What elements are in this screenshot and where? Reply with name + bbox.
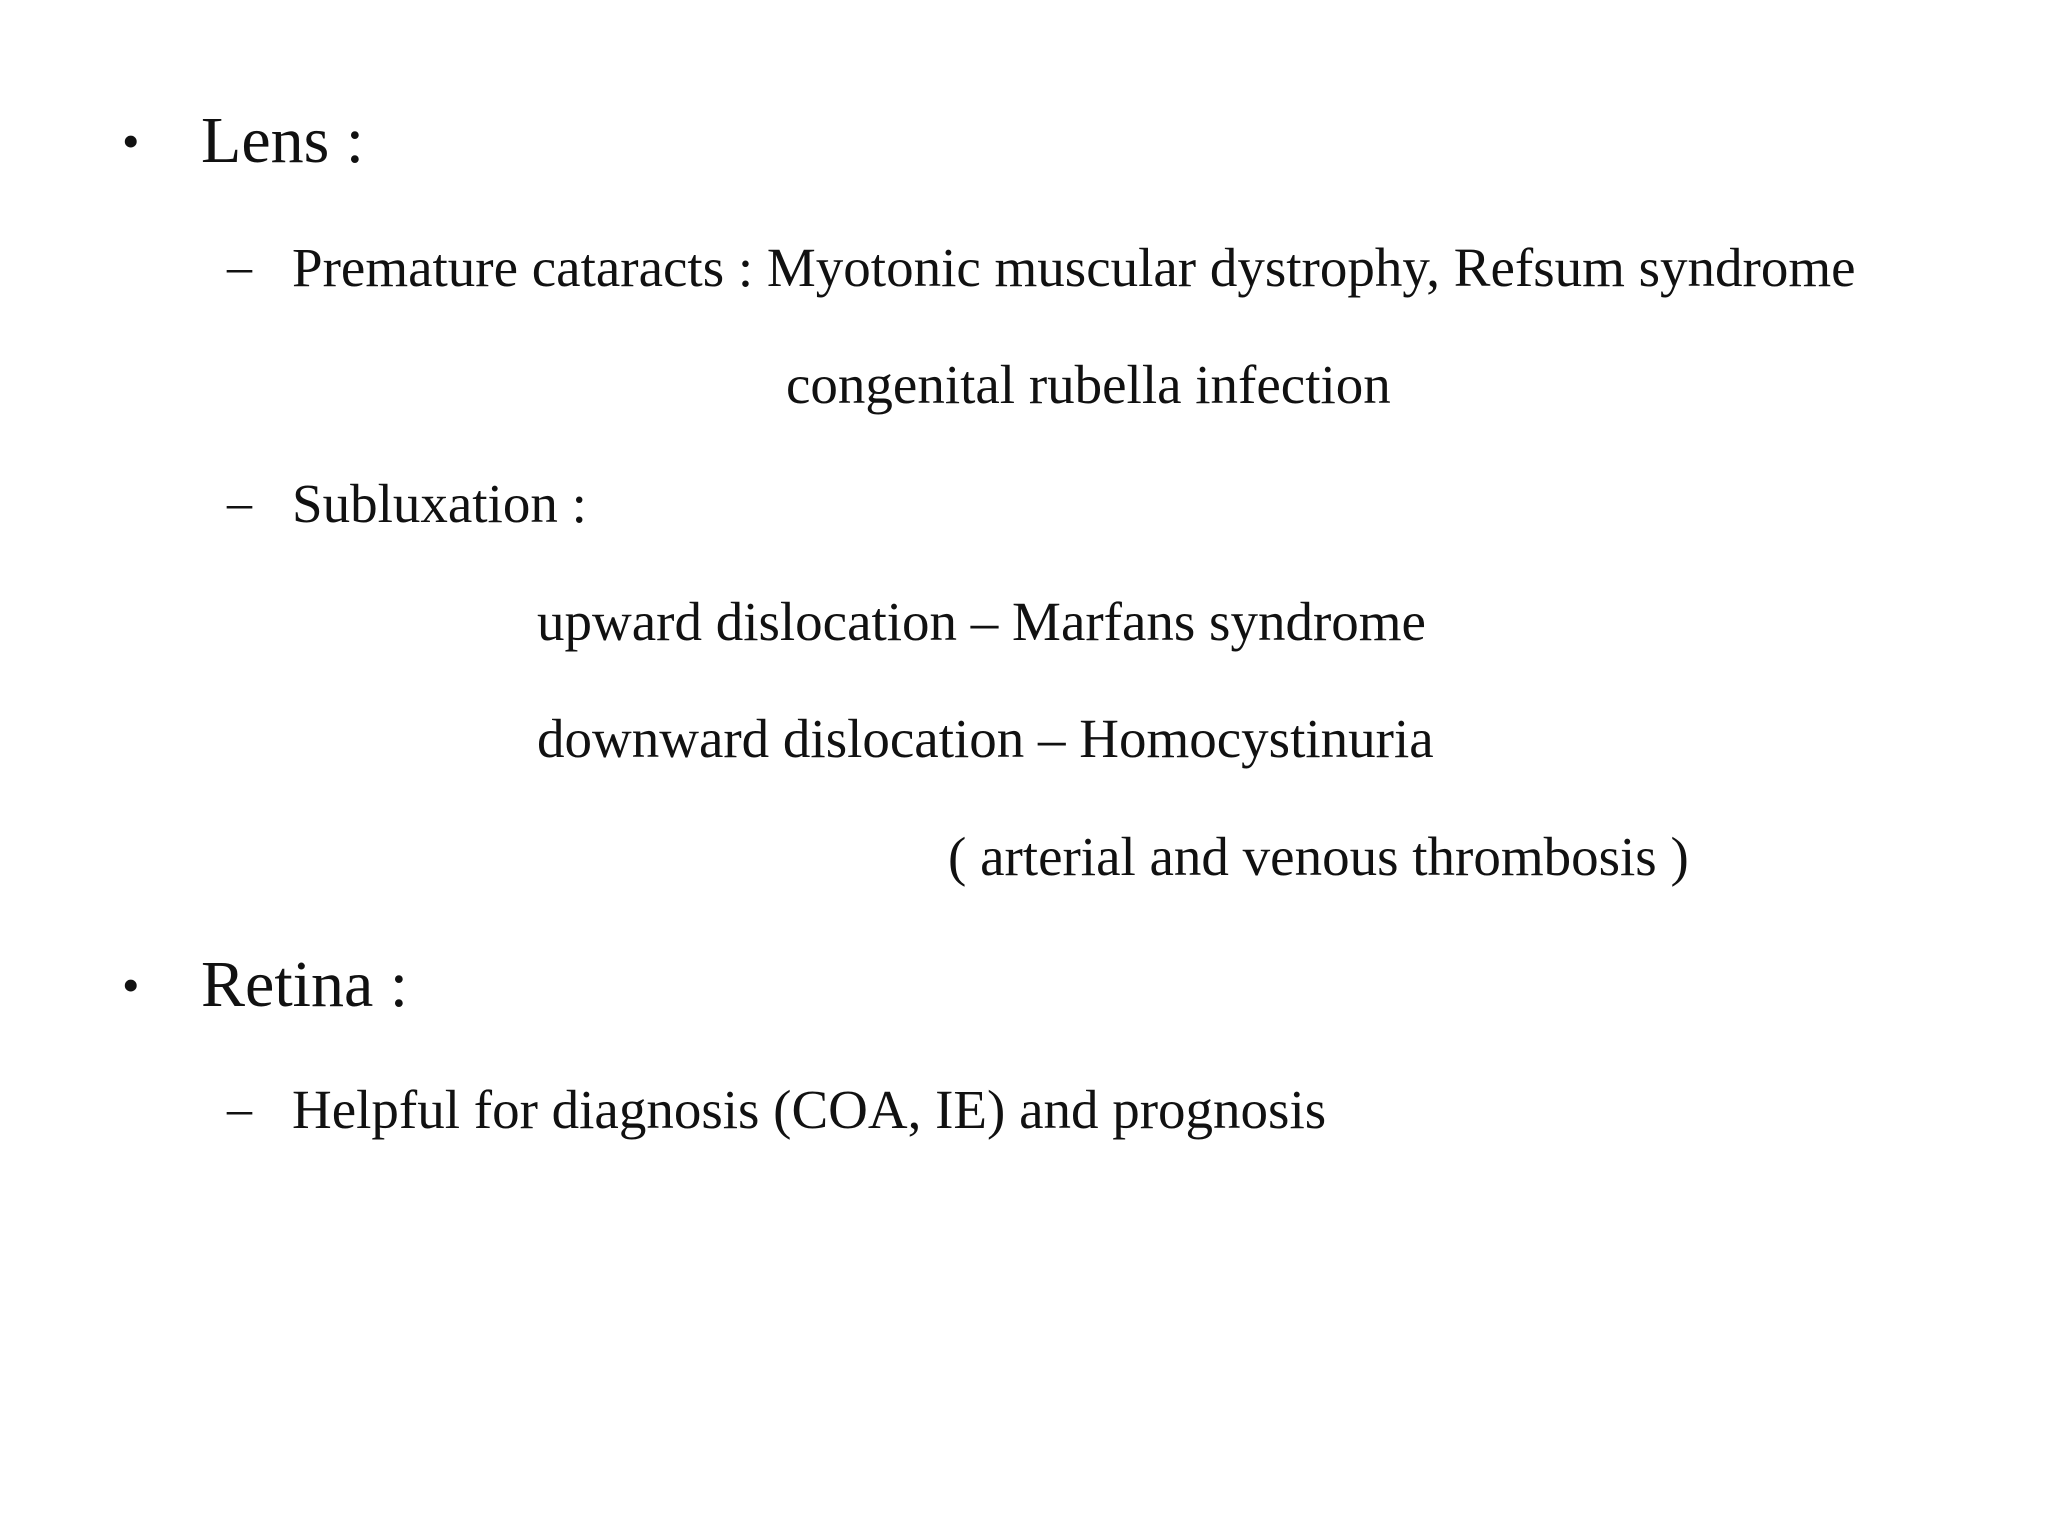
text-subluxation: Subluxation :: [292, 473, 587, 534]
dash-subluxation: –: [227, 474, 252, 530]
dash-helpful: –: [227, 1080, 252, 1136]
dash-premature-cataracts: –: [227, 238, 252, 294]
text-downward-dislocation: downward dislocation – Homocystinuria: [537, 708, 1434, 769]
bullet-retina: •: [122, 957, 140, 1013]
text-premature-cataracts: Premature cataracts : Myotonic muscular dystrophy, Refsum syndrome: [292, 237, 1856, 298]
text-helpful-diagnosis: Helpful for diagnosis (COA, IE) and prognosis: [292, 1079, 1327, 1140]
text-congenital-rubella: congenital rubella infection: [786, 354, 1391, 415]
heading-retina: Retina :: [201, 948, 409, 1021]
text-thrombosis-note: ( arterial and venous thrombosis ): [948, 826, 1689, 887]
bullet-lens: •: [122, 113, 140, 169]
text-upward-dislocation: upward dislocation – Marfans syndrome: [537, 591, 1426, 652]
heading-lens: Lens :: [201, 104, 365, 177]
